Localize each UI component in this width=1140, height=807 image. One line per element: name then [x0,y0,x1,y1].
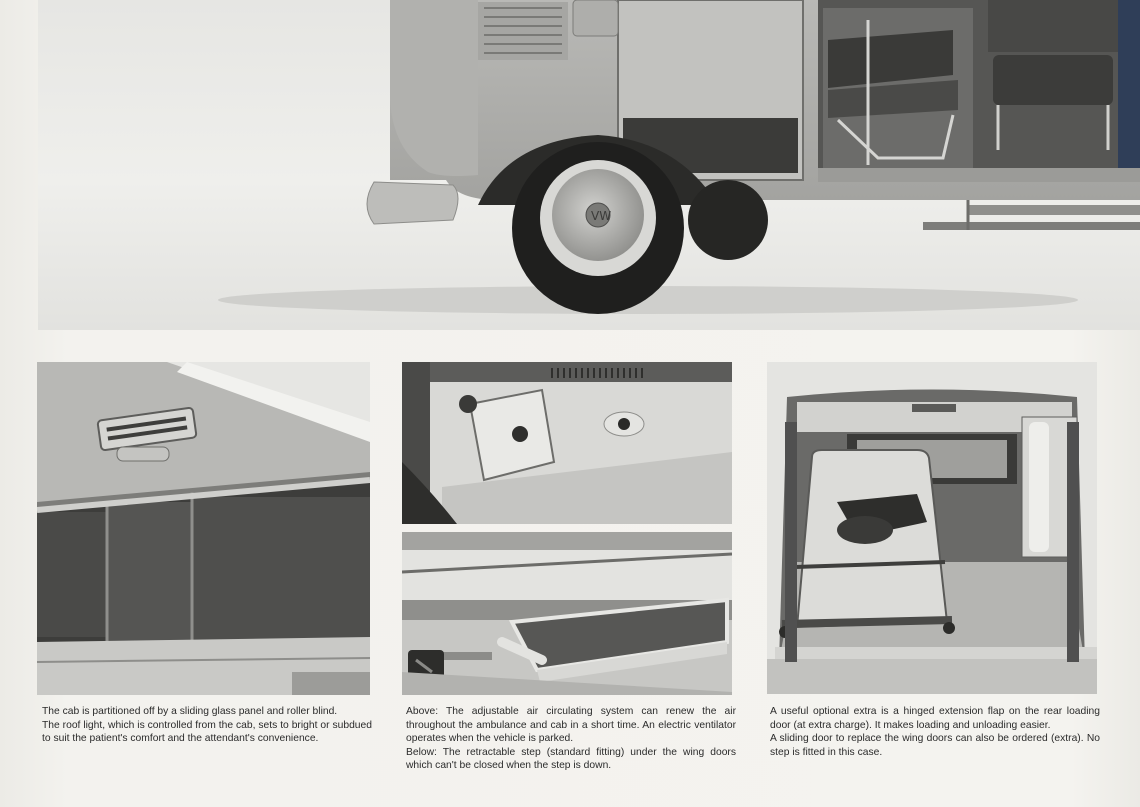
caption-paragraph: A useful optional extra is a hinged extension flap on the rear loading door (at extra charge). It makes loading and unloading easier. [770,706,1100,731]
caption-paragraph: The roof light, which is controlled from the cab, sets to bright or subdued to suit the patient's comfort and the attendant's convenience. [42,719,372,744]
retractable-step-photo [402,532,732,695]
caption-cab-partition [42,705,372,746]
caption-air-and-step [406,705,736,773]
ambulance-side-photo [38,0,1140,330]
air-circulating-system-photo [402,362,732,524]
caption-extension-flap [770,705,1100,759]
sliding-glass-panel-photo [37,362,370,695]
svg-text:VW: VW [591,209,612,223]
caption-paragraph: The cab is partitioned off by a sliding glass panel and roller blind. [42,706,338,717]
rear-loading-flap-photo [767,362,1097,694]
caption-paragraph: A sliding door to replace the wing doors can also be ordered (extra). No step is fitted in this case. [770,733,1100,758]
caption-paragraph: Above: The adjustable air circulating system can renew the air throughout the ambulance and cab in a short time. An electric ventilator operates when the vehicle is parked. [406,706,736,744]
caption-paragraph: Below: The retractable step (standard fitting) under the wing doors which can't be closed when the step is down. [406,746,736,771]
